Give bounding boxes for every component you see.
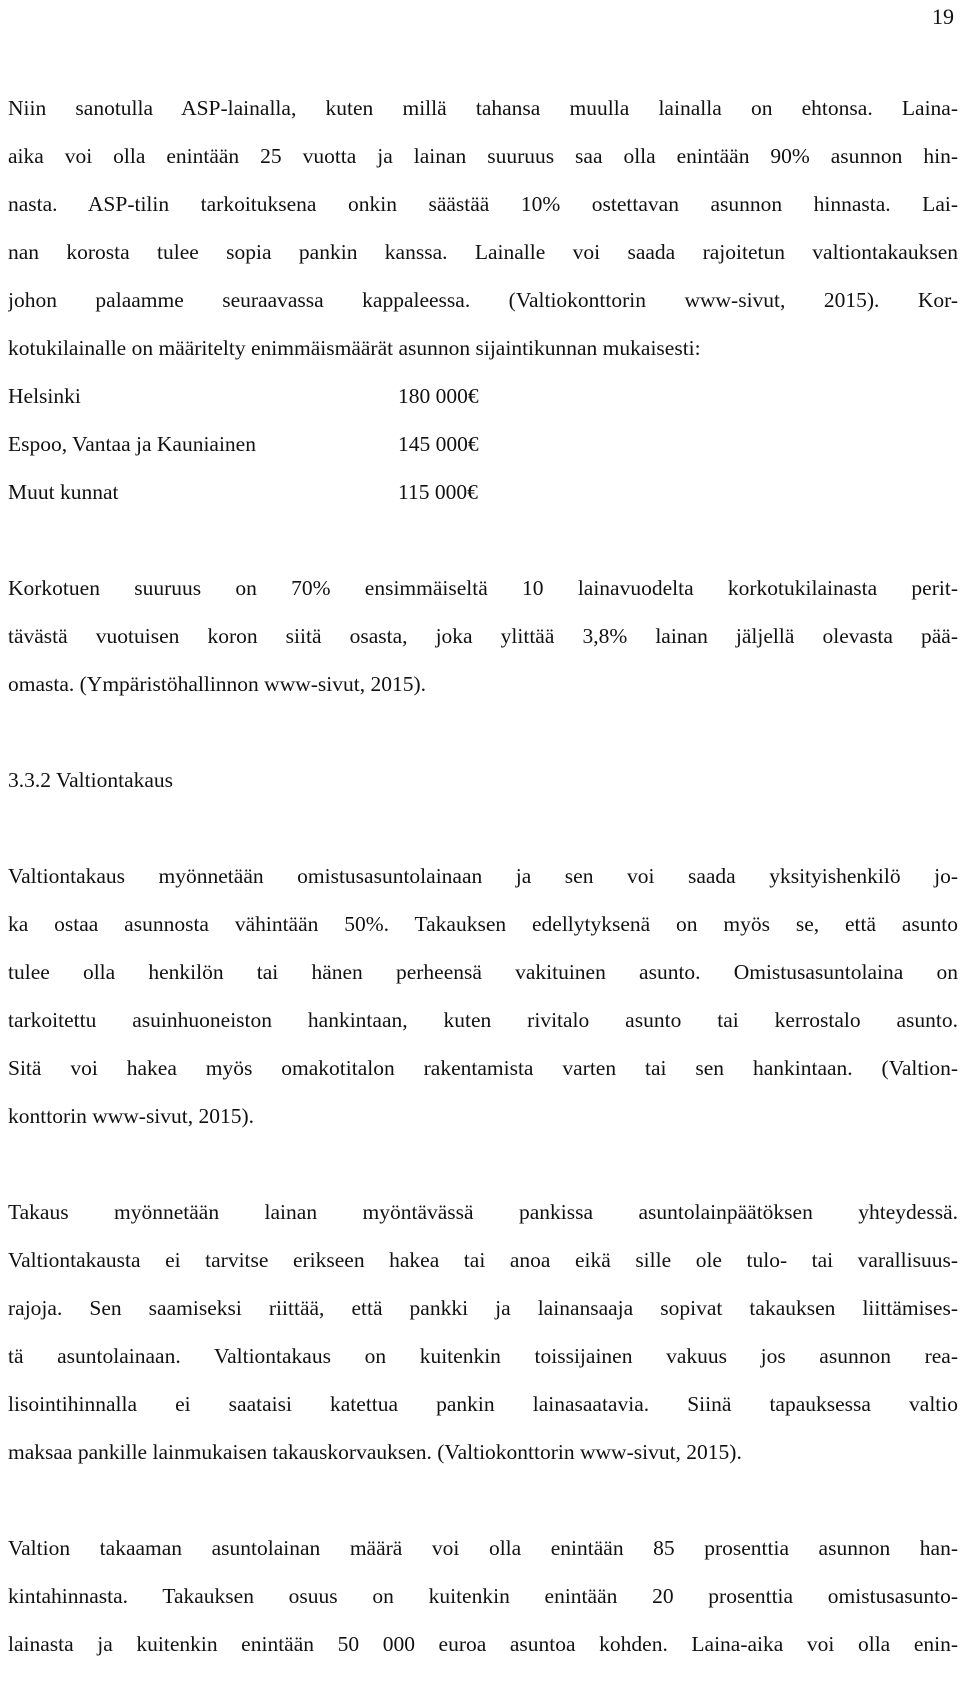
text-line: nasta. ASP-tilin tarkoituksena onkin säästää 10% ostettavan asunnon hinnasta. Lai- [8, 192, 958, 216]
limit-row [8, 420, 958, 468]
limit-place: Helsinki [8, 384, 81, 408]
limit-amount: 115 000€ [398, 480, 478, 504]
text-line: Takaus myönnetään lainan myöntävässä pankissa asuntolainpäätöksen yhteydessä. [8, 1200, 958, 1224]
paragraph-interest-subsidy [8, 564, 958, 708]
limit-place: Espoo, Vantaa ja Kauniainen [8, 432, 256, 456]
text-line: Valtiontakausta ei tarvitse erikseen hakea tai anoa eikä sille ole tulo- tai varallisuus- [8, 1248, 958, 1272]
text-line: tä asuntolainaan. Valtiontakaus on kuitenkin toissijainen vakuus jos asunnon rea- [8, 1344, 958, 1368]
paragraph-asp-loan [8, 84, 958, 372]
limit-row [8, 372, 958, 420]
section-heading: 3.3.2 Valtiontakaus [8, 768, 174, 792]
document-body [8, 84, 958, 1668]
text-line: konttorin www-sivut, 2015). [8, 1104, 255, 1128]
text-line: Niin sanotulla ASP-lainalla, kuten millä tahansa muulla lainalla on ehtonsa. Laina- [8, 96, 958, 120]
limit-place: Muut kunnat [8, 480, 119, 504]
loan-limit-table [8, 372, 958, 516]
paragraph-guarantee-process [8, 1188, 958, 1476]
text-line: tulee olla henkilön tai hänen perheensä vakituinen asunto. Omistusasuntolaina on [8, 960, 958, 984]
text-line: tarkoitettu asuinhuoneiston hankintaan, kuten rivitalo asunto tai kerrostalo asunto. [8, 1008, 958, 1032]
limit-row [8, 468, 958, 516]
text-line: ka ostaa asunnosta vähintään 50%. Takauksen edellytyksenä on myös se, että asunto [8, 912, 958, 936]
text-line: Korkotuen suuruus on 70% ensimmäiseltä 10 lainavuodelta korkotukilainasta perit- [8, 576, 958, 600]
text-line: johon palaamme seuraavassa kappaleessa. (Valtiokonttorin www-sivut, 2015). Kor- [8, 288, 958, 312]
text-line: Sitä voi hakea myös omakotitalon rakentamista varten tai sen hankintaan. (Valtion- [8, 1056, 958, 1080]
text-line: lainasta ja kuitenkin enintään 50 000 euroa asuntoa kohden. Laina-aika voi olla enin- [8, 1632, 958, 1656]
text-line: lisointihinnalla ei saataisi katettua pankin lainasaatavia. Siinä tapauksessa valtio [8, 1392, 958, 1416]
paragraph-state-guarantee [8, 852, 958, 1140]
page-number: 19 [932, 4, 954, 29]
text-line: tävästä vuotuisen koron siitä osasta, joka ylittää 3,8% lainan jäljellä olevasta pää- [8, 624, 958, 648]
text-line: kintahinnasta. Takauksen osuus on kuitenkin enintään 20 prosenttia omistusasunto- [8, 1584, 958, 1608]
text-line: Valtion takaaman asuntolainan määrä voi olla enintään 85 prosenttia asunnon han- [8, 1536, 958, 1560]
text-line: omasta. (Ympäristöhallinnon www-sivut, 2015). [8, 672, 427, 696]
text-line: maksaa pankille lainmukaisen takauskorvauksen. (Valtiokonttorin www-sivut, 2015). [8, 1440, 742, 1464]
text-line: aika voi olla enintään 25 vuotta ja lainan suuruus saa olla enintään 90% asunnon hin- [8, 144, 958, 168]
text-line: nan korosta tulee sopia pankin kanssa. Lainalle voi saada rajoitetun valtiontakauksen [8, 240, 958, 264]
limit-amount: 145 000€ [398, 432, 479, 456]
text-line: kotukilainalle on määritelty enimmäismäärät asunnon sijaintikunnan mukaisesti: [8, 336, 701, 360]
text-line: rajoja. Sen saamiseksi riittää, että pankki ja lainansaaja sopivat takauksen liittämises- [8, 1296, 958, 1320]
text-line: Valtiontakaus myönnetään omistusasuntolainaan ja sen voi saada yksityishenkilö jo- [8, 864, 958, 888]
limit-amount: 180 000€ [398, 384, 479, 408]
paragraph-guarantee-amount [8, 1524, 958, 1668]
